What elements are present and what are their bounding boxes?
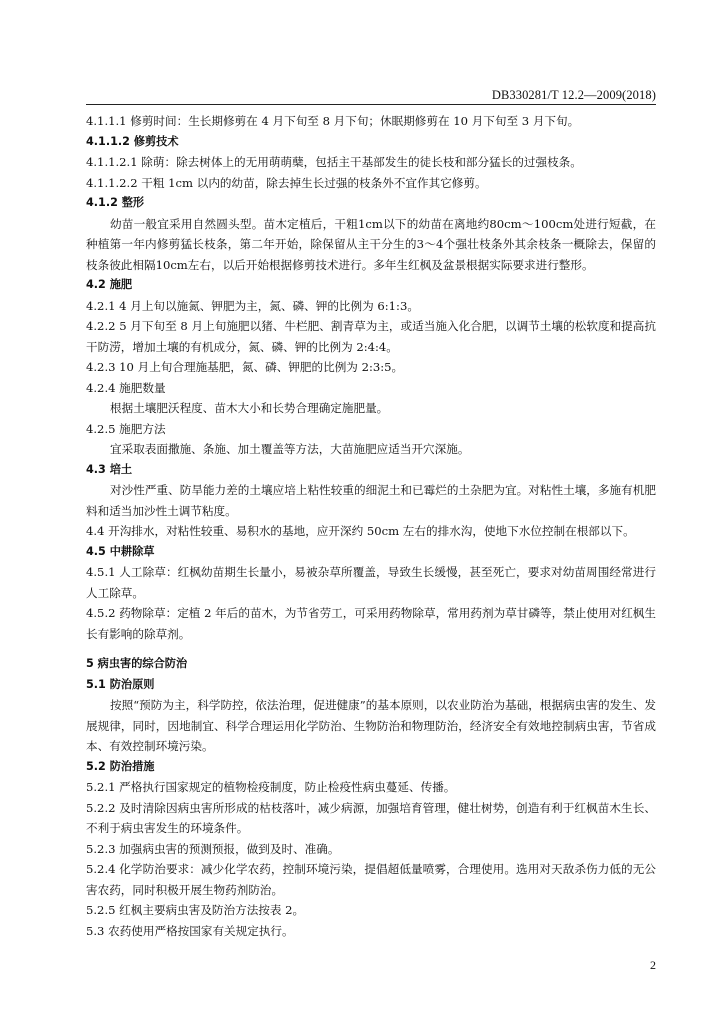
body-paragraph: 5.2.3 加强病虫害的预测预报，做到及时、准确。	[86, 841, 340, 856]
body-paragraph: 4.2.4 施肥数量	[86, 380, 166, 395]
body-paragraph: 4.5.2 药物除草：定植 2 年后的苗木，为节省劳工，可采用药物除草，常用药剂为草甘磷等，禁止使用对红枫生长有影响的除草剂。	[86, 606, 656, 641]
body-paragraph: 5.2.1 严格执行国家规定的植物检疫制度，防止检疫性病虫蔓延、传播。	[86, 780, 456, 794]
body-paragraph: 4.2.5 施肥方法	[86, 421, 166, 436]
body-paragraph: 对沙性严重、防旱能力差的土壤应培上粘性较重的细泥土和已霉烂的土杂肥为宜。对粘性土壤，多施有机肥料和适当加沙性土调节粘度。	[86, 483, 656, 518]
body-paragraph: 4.4 开沟排水，对粘性较重、易积水的基地，应开深约 50cm 左右的排水沟，使地下水位控制在根部以下。	[86, 524, 635, 538]
body-paragraph: 4.2.2 5 月下旬至 8 月上旬施肥以猪、牛栏肥、割青草为主，或适当施入化合肥，以调节土壤的松软度和提高抗干防涝，增加土壤的有机成分，氮、磷、钾的比例为 2:4:4。	[86, 319, 656, 354]
body-paragraph: 按照“预防为主，科学防控，依法治理，促进健康”的基本原则，以农业防治为基础，根据病虫害的发生、发展规律，同时，因地制宜、科学合理运用化学防治、生物防治和物理防治，经济安全有效地控制病虫害，节省成本、有效控制环境污染。	[86, 698, 656, 753]
document-code-header: DB330281/T 12.2—2009(2018)	[491, 88, 656, 102]
body-paragraph: 根据土壤肥沃程度、苗木大小和长势合理确定施肥量。	[110, 401, 389, 415]
body-paragraph: 幼苗一般宜采用自然圆头型。苗木定植后，干粗1cm以下的幼苗在离地约80cm～100cm处进行短截，在种植第一年内修剪猛长枝条，第二年开始，除保留从主干分生的3～4个强壮枝条外其余枝条一概除去，保留的枝条彼此相隔10cm左右，以后开始根据修剪技术进行。多年生红枫及盆景根据实际要求进行整形。	[86, 216, 656, 272]
body-paragraph: 5.2.2 及时清除因病虫害所形成的枯枝落叶，减少病源，加强培育管理，健壮树势，创造有利于红枫苗木生长、不利于病虫害发生的环境条件。	[86, 800, 656, 835]
body-paragraph: 5.3 农药使用严格按国家有关规定执行。	[86, 923, 294, 938]
section-heading: 5.2 防治措施	[86, 759, 155, 773]
body-paragraph: 5.2.5 红枫主要病虫害及防治方法按表 2。	[86, 903, 305, 917]
body-paragraph: 4.1.1.2.2 干粗 1cm 以内的幼苗，除去掉生长过强的枝条外不宜作其它修剪。	[86, 175, 487, 190]
document-body	[86, 111, 656, 941]
section-heading: 4.3 培土	[86, 462, 133, 476]
body-paragraph: 5.2.4 化学防治要求：减少化学农药，控制环境污染，提倡超低量喷雾，合理使用。选用对天敌杀伤力低的无公害农药，同时积极开展生物药剂防治。	[86, 862, 656, 897]
body-paragraph: 宜采取表面撒施、条施、加土覆盖等方法，大苗施肥应适当开穴深施。	[110, 442, 470, 456]
body-paragraph: 4.5.1 人工除草：红枫幼苗期生长量小，易被杂草所覆盖，导致生长缓慢，甚至死亡，要求对幼苗周围经常进行人工除草。	[86, 565, 656, 600]
section-heading: 4.1.1.2 修剪技术	[86, 134, 179, 148]
section-heading: 4.5 中耕除草	[86, 544, 155, 558]
body-paragraph: 4.1.1.2.1 除萌：除去树体上的无用萌萌蘖，包括主干基部发生的徒长枝和部分猛长的过强枝条。	[86, 155, 582, 169]
section-heading: 5.1 防治原则	[86, 677, 155, 691]
body-paragraph: 4.1.1.1 修剪时间：生长期修剪在 4 月下旬至 8 月下旬；休眠期修剪在 10 月下旬至 3 月下旬。	[86, 114, 580, 128]
header-rule	[86, 104, 656, 105]
section-heading: 4.1.2 整形	[86, 196, 145, 209]
section-heading: 5 病虫害的综合防治	[86, 657, 188, 670]
body-paragraph: 4.2.3 10 月上旬合理施基肥，氮、磷、钾肥的比例为 2:3:5。	[86, 360, 404, 374]
body-paragraph: 4.2.1 4 月上旬以施氮、钾肥为主，氮、磷、钾的比例为 6:1:3。	[86, 298, 419, 313]
page-number: 2	[650, 958, 656, 972]
section-heading: 4.2 施肥	[86, 278, 133, 291]
